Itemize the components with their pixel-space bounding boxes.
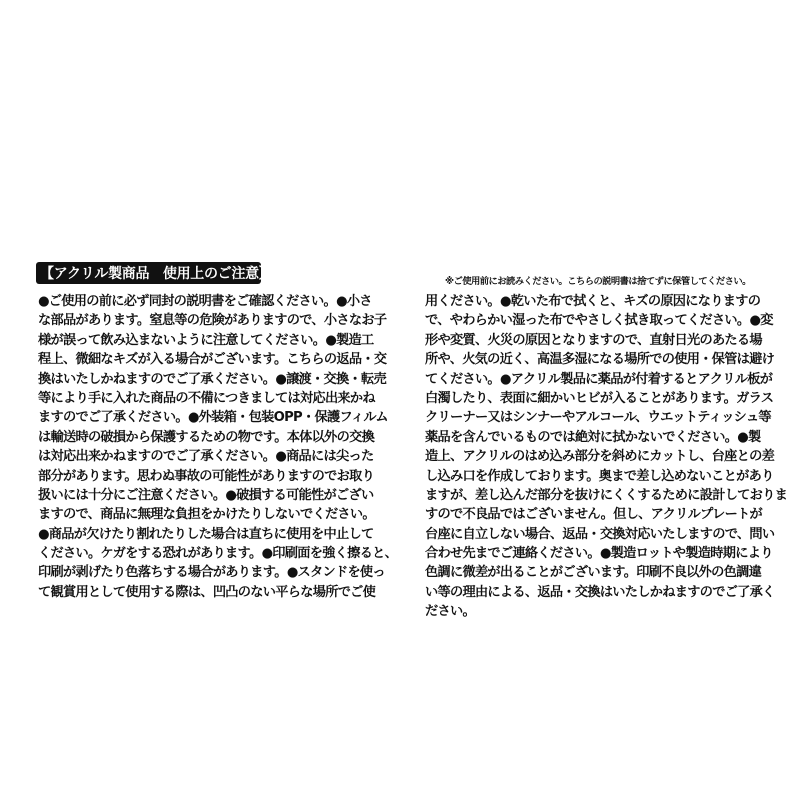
text-line: ●商品が欠けたり割れたりした場合は直ちに使用を中止して (38, 526, 374, 542)
text-line: 扱いには十分にご注意ください。●破損する可能性がござい (38, 487, 374, 503)
text-line: 合わせ先までご連絡ください。●製造ロットや製造時期により (425, 546, 773, 562)
text-line: 形や変質、火災の原因となりますので、直射日光のあたる場 (425, 332, 762, 348)
text-line: 等により手に入れた商品の不備につきましては対応出来かね (38, 390, 375, 406)
text-line: ださい。 (425, 604, 475, 620)
text-line: で、やわらかい湿った布でやさしく拭き取ってください。●変 (425, 313, 773, 329)
text-line: 造上、アクリルのはめ込み部分を斜めにカットし、台座との差 (425, 449, 775, 465)
text-line: 色調に微差が出ることがございます。印刷不良以外の色調違 (425, 565, 762, 581)
text-line: ますが、差し込んだ部分を抜けにくくするために設計しておりま (425, 487, 788, 503)
text-line: 用ください。●乾いた布で拭くと、キズの原因になりますの (425, 294, 761, 309)
storage-note: ※ご使用前にお読みください。こちらの説明書は捨てずに保管してください。 (445, 276, 751, 287)
text-line: 印刷が剥げたり色落ちする場合があります。●スタンドを使っ (38, 565, 385, 581)
text-line: 部分があります。思わぬ事故の可能性がありますのでお取り (38, 468, 375, 484)
text-line: 様が誤って飲み込まないように注意してください。●製造工 (38, 332, 374, 348)
caution-text-left-column (38, 292, 398, 602)
text-line: ●ご使用の前に必ず同封の説明書をご確認ください。●小さ (38, 294, 372, 309)
text-line: 換はいたしかねますのでご了承ください。●譲渡・交換・転売 (38, 371, 386, 387)
text-line: 薬品を含んでいるものでは絶対に拭かないでください。●製 (425, 429, 761, 445)
text-line: ますので、商品に無理な負担をかけたりしないでください。 (38, 507, 375, 523)
text-line: は対応出来かねますのでご了承ください。●商品には尖った (38, 449, 374, 465)
text-line: い等の理由による、返品・交換はいたしかねますのでご了承く (425, 584, 775, 600)
text-line: て観賞用として使用する際は、凹凸のない平らな場所でご使 (38, 584, 376, 600)
caution-text-right-column (425, 292, 788, 622)
text-line: すので不良品ではございません。但し、アクリルプレートが (425, 507, 763, 523)
text-line: は輸送時の破損から保護するための物です。本体以外の交換 (38, 429, 375, 445)
text-line: 所や、火気の近く、高温多湿になる場所での使用・保管は避け (425, 352, 775, 368)
text-line: 台座に自立しない場合、返品・交換対応いたしますので、問い (425, 526, 775, 542)
text-line: な部品があります。窒息等の危険がありますので、小さなお子 (38, 313, 387, 329)
text-line: 程上、微細なキズが入る場合がございます。こちらの返品・交 (38, 352, 387, 368)
text-line: ください。ケガをする恐れがあります。●印刷面を強く擦ると、 (38, 546, 398, 562)
text-line: し込み口を作成しております。奥まで差し込めないことがあり (425, 468, 774, 484)
text-line: ますのでご了承ください。●外装箱・包装OPP・保護フィルム (38, 410, 388, 426)
text-line: 白濁したり、表面に細かいヒビが入ることがあります。ガラス (425, 390, 774, 406)
section-title: 【アクリル製商品 使用上のご注意】 (40, 266, 273, 282)
text-line: てください。●アクリル製品に薬品が付着するとアクリル板が (425, 371, 773, 387)
section-title-badge (36, 262, 273, 284)
text-line: クリーナー又はシンナーやアルコール、ウエットティッシュ等 (425, 410, 771, 426)
